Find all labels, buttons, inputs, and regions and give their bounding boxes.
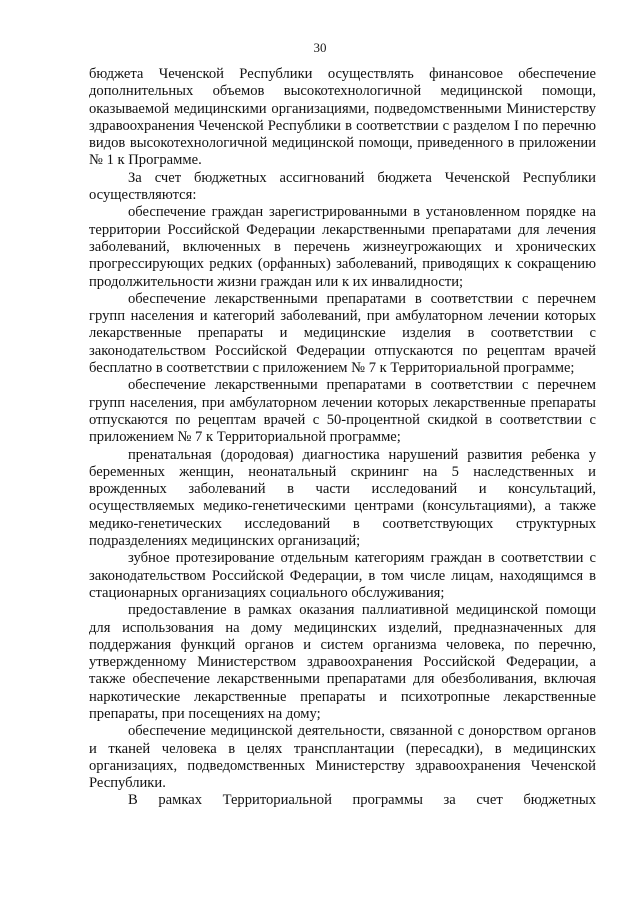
paragraph-list-item: обеспечение медицинской деятельности, связанной с донорством органов и тканей человека в целях трансплантации (пересадки), в медицинских организациях, подведомственных Министерству здравоохранения Чеченской Республики.	[89, 723, 596, 792]
paragraph-list-item: предоставление в рамках оказания паллиативной медицинской помощи для использования на дому медицинских изделий, предназначенных для поддержания функций органов и систем организма человека, по перечню, утвержденному Министерством здравоохранения Российской Федерации, а также обеспечение лекарственными препаратами для обезболивания, включая наркотические лекарственные препараты и психотропные лекарственные препараты, при посещениях на дому;	[89, 602, 596, 722]
paragraph-continuation: бюджета Чеченской Республики осуществлять финансовое обеспечение дополнительных объемов высокотехнологичной медицинской помощи, оказываемой медицинскими организациями, подведомственными Министерству здравоохранения Чеченской Республики в соответствии с разделом I по перечню видов высокотехнологичной медицинской помощи, приведенного в приложении № 1 к Программе.	[89, 66, 596, 169]
paragraph-list-item: зубное протезирование отдельным категориям граждан в соответствии с законодательством Российской Федерации, в том числе лицам, находящимся в стационарных организациях социального обслуживания;	[89, 550, 596, 601]
paragraph-list-item: обеспечение лекарственными препаратами в соответствии с перечнем групп населения, при амбулаторном лечении которых лекарственные препараты отпускаются по рецептам врачей с 50-процентной скидкой в соответствии с приложением № 7 к Территориальной программе;	[89, 377, 596, 446]
paragraph-list-item: пренатальная (дородовая) диагностика нарушений развития ребенка у беременных женщин, неонатальный скрининг на 5 наследственных и врожденных заболеваний в части исследований и консультаций, осуществляемых медико-генетическими центрами (консультациями), а также медико-генетических исследований в соответствующих структурных подразделениях медицинских организаций;	[89, 446, 596, 550]
paragraph-intro: За счет бюджетных ассигнований бюджета Чеченской Республики осуществляются:	[89, 169, 596, 204]
paragraph-trailing: В рамках Территориальной программы за счет бюджетных	[128, 792, 596, 809]
paragraph-list-item: обеспечение граждан зарегистрированными в установленном порядке на территории Российской Федерации лекарственными препаратами для лечения заболеваний, включенных в перечень жизнеугрожающих и хронических прогрессирующих редких (орфанных) заболеваний, приводящих к сокращению продолжительности жизни граждан или к их инвалидности;	[89, 204, 596, 290]
paragraph-list-item: обеспечение лекарственными препаратами в соответствии с перечнем групп населения и категорий заболеваний, при амбулаторном лечении которых лекарственные препараты и медицинские изделия в соответствии с законодательством Российской Федерации отпускаются по рецептам врачей бесплатно в соответствии с приложением № 7 к Территориальной программе;	[89, 290, 596, 377]
page-number: 30	[313, 40, 327, 55]
document-body	[89, 66, 596, 810]
